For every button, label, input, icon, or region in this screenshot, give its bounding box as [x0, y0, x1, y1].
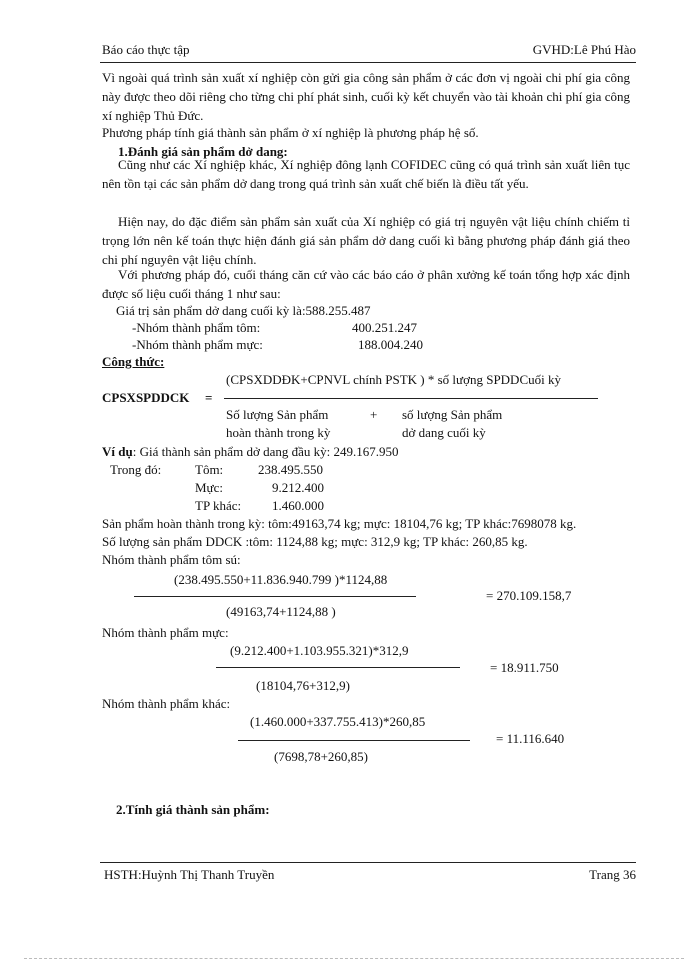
calc-shrimp-result: = 270.109.158,7 [486, 588, 572, 603]
intro-paragraph-2: Phương pháp tính giá thành sản phẩm ở xí nghiệp là phương pháp hệ số. [102, 125, 479, 140]
section-1-paragraph-2: Hiện nay, do đặc điểm sản phẩm sản xuất của Xí nghiệp có giá trị nguyên vật liệu chính chiếm tỉ trọng lớn nên kế toán thực hiện đánh giá sản phẩm dở dang cuối kì bằng phương pháp đánh giá theo chi phí nguyên vật liệu chính. [102, 214, 630, 267]
example-finished-line: Sản phẩm hoàn thành trong kỳ: tôm:49163,74 kg; mực: 18104,76 kg; TP khác:7698078 kg. [102, 516, 577, 531]
calc-squid-fraction-bar [216, 667, 460, 668]
header-right: GVHD:Lê Phú Hào [532, 42, 636, 57]
formula-denominator-1-line-1: Số lượng Sản phẩm [226, 407, 329, 422]
calc-other-title: Nhóm thành phẩm khác: [102, 696, 231, 711]
calc-other-result: = 11.116.640 [496, 731, 565, 746]
header-left: Báo cáo thực tập [102, 42, 190, 57]
footer-page-number: Trang 36 [589, 867, 636, 882]
calc-other-denominator: (7698,78+260,85) [274, 749, 368, 764]
calc-shrimp-fraction-bar [134, 596, 416, 597]
example-row-label: TP khác: [195, 498, 242, 513]
formula-denominator-1-line-2: hoàn thành trong kỳ [226, 425, 331, 440]
page-edge-divider [24, 958, 684, 959]
example-row-value: 238.495.550 [258, 462, 323, 477]
section-2-heading: 2.Tính giá thành sản phẩm: [116, 802, 270, 817]
calc-shrimp-numerator: (238.495.550+11.836.940.799 )*1124,88 [174, 572, 388, 587]
calc-squid-numerator: (9.212.400+1.103.955.321)*312,9 [230, 643, 409, 658]
formula-numerator: (CPSXDDĐK+CPNVL chính PSTK ) * số lượng SPDDCuối kỳ [226, 372, 561, 387]
formula-fraction-bar [224, 398, 598, 399]
group-squid-value: 188.004.240 [358, 337, 423, 352]
example-row-value: 1.460.000 [272, 498, 324, 513]
section-1-paragraph-3: Với phương pháp đó, cuối tháng căn cứ vào các báo cáo ở phân xưởng kế toán tổng hợp xác định được số liệu cuối tháng 1 như sau: [102, 267, 630, 301]
footer-rule [100, 862, 636, 863]
calc-squid-title: Nhóm thành phẩm mực: [102, 625, 229, 640]
calc-shrimp-title: Nhóm thành phẩm tôm sú: [102, 552, 241, 567]
formula-equals: = [205, 390, 213, 405]
group-shrimp-value: 400.251.247 [352, 320, 417, 335]
example-text: : Giá thành sản phẩm dở dang đầu kỳ: 249.167.950 [132, 444, 399, 459]
example-wip-line: Số lượng sản phẩm DDCK :tôm: 1124,88 kg; mực: 312,9 kg; TP khác: 260,85 kg. [102, 534, 528, 549]
example-row-label: Tôm: [195, 462, 224, 477]
formula-lhs: CPSXSPDDCK [102, 390, 190, 405]
example-line [102, 444, 398, 460]
example-row-value: 9.212.400 [272, 480, 324, 495]
formula-denominator-2-line-2: dở dang cuối kỳ [402, 425, 486, 440]
footer-left: HSTH:Huỳnh Thị Thanh Truyền [104, 867, 275, 882]
section-1-paragraph-1: Cũng như các Xí nghiệp khác, Xí nghiệp đông lạnh COFIDEC cũng có quá trình sản xuất liên tục nên tồn tại các sản phẩm dở dang trong quá trình sản xuất chế biến là điều tất yếu. [102, 157, 630, 191]
header-rule [100, 62, 636, 63]
section-1-heading: 1.Đánh giá sản phẩm dở dang: [118, 144, 288, 159]
formula-heading: Công thức: [102, 354, 165, 369]
calc-squid-denominator: (18104,76+312,9) [256, 678, 350, 693]
example-trong-do: Trong đó: [110, 462, 162, 477]
example-label: Ví dụ [102, 444, 133, 459]
group-shrimp-label: -Nhóm thành phẩm tôm: [132, 320, 261, 335]
group-squid-label: -Nhóm thành phẩm mực: [132, 337, 263, 352]
formula-denominator-2-line-1: số lượng Sản phẩm [402, 407, 503, 422]
intro-paragraph-1: Vì ngoài quá trình sản xuất xí nghiệp còn gửi gia công sản phẩm ở các đơn vị ngoài chi phí gia công này được theo dõi riêng cho từng chi phí phát sinh, cuối kỳ kết chuyển vào tài khoản chi phí gia công xí nghiệp Thủ Đức. [102, 70, 630, 123]
example-row-label: Mực: [195, 480, 223, 495]
calc-squid-result: = 18.911.750 [490, 660, 559, 675]
calc-other-fraction-bar [238, 740, 470, 741]
wip-total: Giá trị sản phẩm dở dang cuối kỳ là:588.255.487 [116, 303, 371, 318]
calc-shrimp-denominator: (49163,74+1124,88 ) [226, 604, 336, 619]
calc-other-numerator: (1.460.000+337.755.413)*260,85 [250, 714, 426, 729]
formula-plus: + [370, 407, 378, 422]
